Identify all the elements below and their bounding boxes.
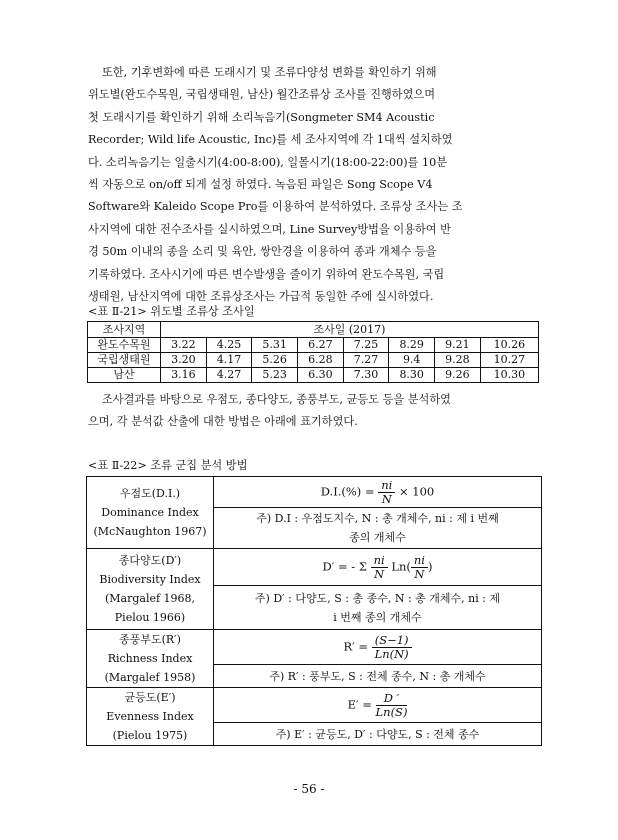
formula-cell	[214, 549, 542, 586]
date-cell: 5.26	[252, 353, 298, 368]
fraction-numerator: D ′	[376, 692, 408, 706]
text-line: 조사결과를 바탕으로 우점도, 종다양도, 종풍부도, 균등도 등을 분석하였	[102, 393, 451, 406]
fraction-numerator: ni	[378, 479, 395, 493]
date-cell: 9.26	[435, 368, 481, 383]
date-cell: 5.31	[252, 338, 298, 353]
fraction-denominator: Ln(S)	[375, 704, 408, 719]
note-line: 주) R′ : 풍부도, S : 전체 종수, N : 총 개체수	[269, 669, 486, 683]
index-reference: (Pielou 1975)	[112, 729, 188, 742]
date-cell: 3.16	[161, 368, 207, 383]
fraction-denominator: N	[414, 566, 425, 581]
formula-rhs: × 100	[399, 484, 435, 498]
index-reference: (Margalef 1958)	[104, 671, 196, 684]
fraction-numerator: ni	[411, 554, 428, 568]
table-row	[87, 477, 542, 508]
index-name-cell	[87, 630, 214, 688]
date-cell: 9.21	[435, 338, 481, 353]
text-line: 다. 소리녹음기는 일출시기(4:00-8:00), 일몰시기(18:00-22:00)를 10분	[88, 155, 448, 169]
index-reference: Pielou 1966)	[114, 611, 186, 624]
date-cell: 7.27	[343, 353, 389, 368]
formula-lhs: D.I.(%) =	[320, 484, 375, 498]
note-line: 주) D.I : 우점도지수, N : 총 개체수, ni : 제 i 번째	[256, 512, 499, 525]
text-line: Recorder; Wild life Acoustic, Inc)를 세 조사지역에 각 1대씩 설치하였	[88, 133, 453, 147]
index-name: 종다양도(D′)	[118, 554, 182, 567]
text-line: 위도별(완도수목원, 국립생태원, 남산) 월간조류상 조사를 진행하였으며	[88, 88, 436, 102]
table21-caption: <표 Ⅱ-21> 위도별 조류상 조사일	[88, 305, 255, 318]
index-english-name: Evenness Index	[106, 710, 194, 723]
table-row	[87, 549, 542, 586]
fraction-numerator: (S−1)	[372, 634, 412, 648]
index-english-name: Dominance Index	[101, 506, 199, 519]
fraction-numerator: ni	[371, 554, 388, 568]
text-line: 으며, 각 분석값 산출에 대한 방법은 아래에 표기하였다.	[88, 415, 358, 429]
date-cell: 9.4	[389, 353, 435, 368]
table-row	[88, 368, 539, 383]
formula-cell	[214, 477, 542, 508]
fraction-denominator: N	[374, 566, 385, 581]
header-region: 조사지역	[88, 322, 161, 338]
index-english-name: Biodiversity Index	[99, 573, 201, 586]
index-reference: (McNaughton 1967)	[93, 525, 207, 538]
note-cell	[214, 586, 542, 630]
date-cell: 3.20	[161, 353, 207, 368]
region-cell: 남산	[88, 368, 161, 383]
date-cell: 6.30	[298, 368, 344, 383]
index-reference: (Margalef 1968,	[104, 592, 196, 605]
table-row	[87, 630, 542, 665]
paragraph-analysis	[88, 389, 536, 434]
table-row	[88, 338, 539, 353]
note-line: 주) E′ : 균등도, D′ : 다양도, S : 전체 종수	[275, 727, 480, 741]
text-line: 기록하였다. 조사시기에 따른 변수발생을 줄이기 위하여 완도수목원, 국립	[88, 267, 445, 281]
date-cell: 6.27	[298, 338, 344, 353]
index-english-name: Richness Index	[107, 652, 193, 665]
formula-fraction	[371, 554, 388, 581]
text-line: 씩 자동으로 on/off 되게 설정 하였다. 녹음된 파일은 Song Scope V4	[88, 178, 433, 192]
formula-log: Ln(	[391, 559, 411, 574]
region-cell: 국립생태원	[88, 353, 161, 368]
formula-fraction	[372, 634, 412, 661]
text-line: 경 50m 이내의 종을 소리 및 육안, 쌍안경을 이용하여 종과 개체수 등을	[88, 245, 437, 259]
community-analysis-table	[86, 476, 542, 746]
formula-fraction	[378, 479, 395, 506]
header-dates: 조사일 (2017)	[161, 322, 539, 338]
index-name: 우점도(D.I.)	[119, 487, 181, 500]
date-cell: 10.30	[480, 368, 538, 383]
text-line: 사지역에 대한 전수조사를 실시하였으며, Line Survey방법을 이용하여 반	[88, 222, 451, 236]
text-line: 또한, 기후변화에 따른 도래시기 및 조류다양성 변화를 확인하기 위해	[102, 66, 437, 79]
date-cell: 4.27	[206, 368, 252, 383]
table-row	[88, 353, 539, 368]
date-cell: 4.17	[206, 353, 252, 368]
table22-caption: <표 Ⅱ-22> 조류 군집 분석 방법	[88, 459, 248, 472]
fraction-denominator: N	[381, 491, 392, 506]
formula-fraction	[411, 554, 428, 581]
date-cell: 8.29	[389, 338, 435, 353]
date-cell: 3.22	[161, 338, 207, 353]
date-cell: 10.27	[480, 353, 538, 368]
table-row	[87, 688, 542, 723]
date-cell: 5.23	[252, 368, 298, 383]
note-cell	[214, 665, 542, 688]
index-name-cell	[87, 477, 214, 549]
formula-lhs: D′ = - Σ	[322, 559, 367, 574]
formula-cell	[214, 630, 542, 665]
index-name: 균등도(E′)	[124, 691, 176, 704]
date-cell: 9.28	[435, 353, 481, 368]
text-line: Software와 Kaleido Scope Pro를 이용하여 분석하였다. 조류상 조사는 조	[88, 200, 463, 214]
formula-rhs: )	[427, 559, 433, 574]
page-number: - 56 -	[293, 782, 325, 796]
note-cell	[214, 723, 542, 746]
date-cell: 8.30	[389, 368, 435, 383]
text-line: 첫 도래시기를 확인하기 위해 소리녹음기(Songmeter SM4 Acoustic	[88, 110, 435, 124]
index-name-cell	[87, 549, 214, 630]
note-line: 주) D′ : 다양도, S : 총 종수, N : 총 개체수, ni : 제	[254, 591, 501, 605]
date-cell: 7.25	[343, 338, 389, 353]
date-cell: 10.26	[480, 338, 538, 353]
fraction-denominator: Ln(N)	[374, 646, 409, 661]
note-cell	[214, 508, 542, 549]
date-cell: 4.25	[206, 338, 252, 353]
date-cell: 6.28	[298, 353, 344, 368]
date-cell: 7.30	[343, 368, 389, 383]
index-name: 종풍부도(R′)	[119, 633, 181, 646]
text-line: 생태원, 남산지역에 대한 조류상조사는 가급적 동일한 주에 실시하였다.	[88, 290, 434, 304]
note-line: 종의 개체수	[349, 531, 406, 544]
survey-dates-table	[87, 321, 539, 383]
formula-lhs: R′ =	[343, 639, 369, 653]
paragraph-intro	[88, 62, 536, 308]
formula-lhs: E′ =	[347, 697, 372, 711]
note-line: i 번째 종의 개체수	[333, 610, 422, 624]
formula-cell	[214, 688, 542, 723]
region-cell: 완도수목원	[88, 338, 161, 353]
index-name-cell	[87, 688, 214, 746]
formula-fraction	[376, 692, 408, 719]
